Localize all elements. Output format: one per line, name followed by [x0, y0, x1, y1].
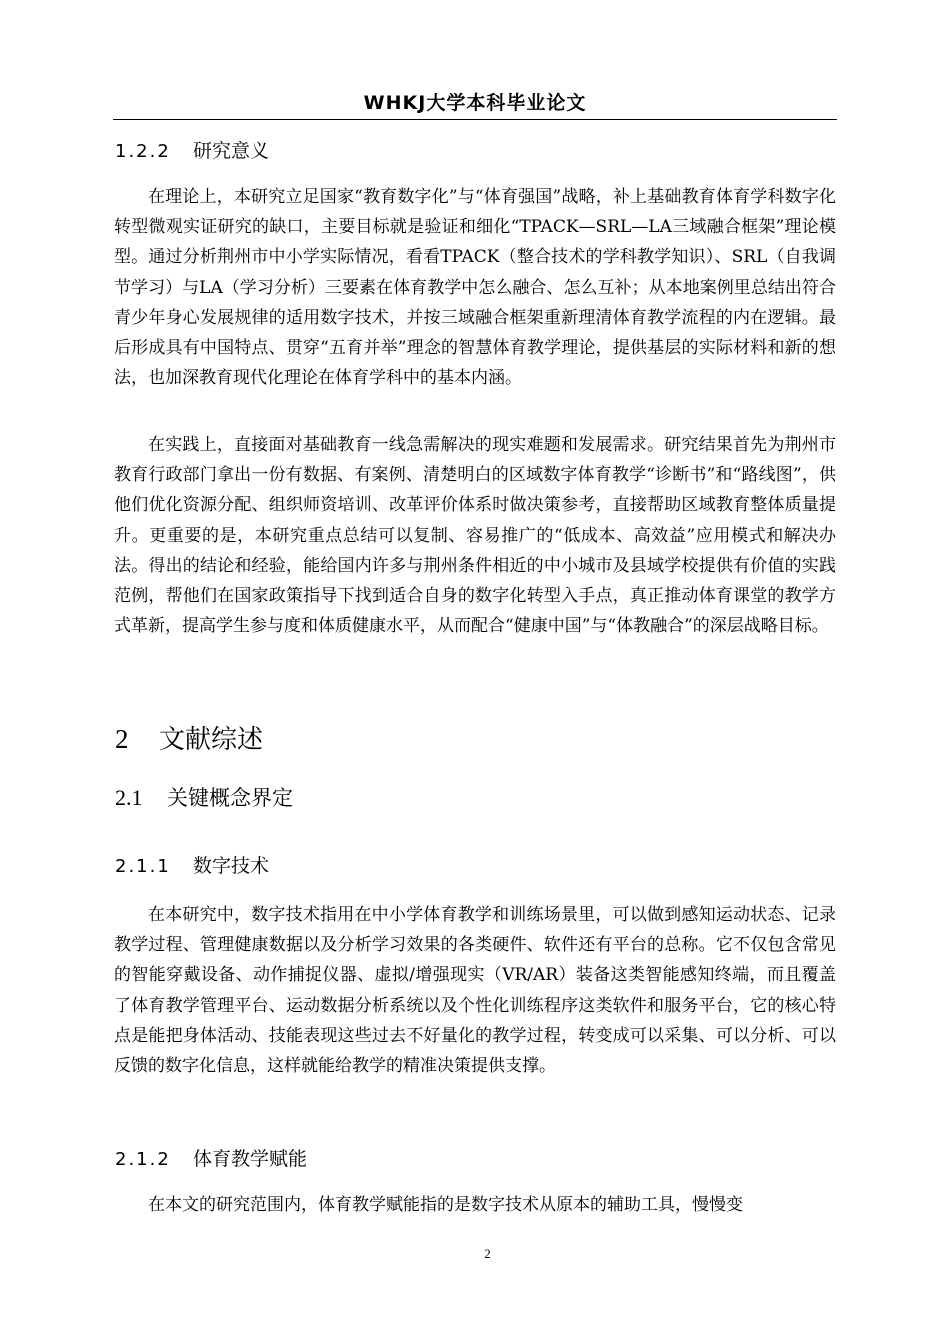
paragraph-theory: 在理论上，本研究立足国家“教育数字化”与“体育强国”战略，补上基础教育体育学科数字化转型微观实证研究的缺口，主要目标就是验证和细化“TPACK—SRL—LA三域融合框架”理论模型。通过分析荆州市中小学实际情况，看看TPACK（整合技术的学科教学知识）、SRL（自我调节学习）与LA（学习分析）三要素在体育教学中怎么融合、怎么互补；从本地案例里总结出符合青少年身心发展规律的适用数字技术，并按三域融合框架重新理清体育教学流程的内在逻辑。最后形成具有中国特点、贯穿“五育并举”理念的智慧体育教学理论，提供基层的实际材料和新的想法，也加深教育现代化理论在体育学科中的基本内涵。 [114, 187, 836, 389]
heading-title: 体育教学赋能 [193, 1148, 308, 1170]
heading-title: 文献综述 [159, 725, 264, 755]
heading-number: 2.1.1 [115, 856, 171, 877]
heading-2-1-1 [115, 851, 269, 878]
heading-number: 1.2.2 [115, 141, 171, 162]
paragraph-practice: 在实践上，直接面对基础教育一线急需解决的现实难题和发展需求。研究结果首先为荆州市教育行政部门拿出一份有数据、有案例、清楚明白的区域数字体育教学“诊断书”和“路线图”，供他们优化资源分配、组织师资培训、改革评价体系时做决策参考，直接帮助区域教育整体质量提升。更重要的是，本研究重点总结可以复制、容易推广的“低成本、高效益”应用模式和解决办法。得出的结论和经验，能给国内许多与荆州条件相近的中小城市及县域学校提供有价值的实践范例，帮他们在国家政策指导下找到适合自身的数字化转型入手点，真正推动体育课堂的教学方式革新，提高学生参与度和体质健康水平，从而配合“健康中国”与“体教融合”的深层战略目标。 [114, 435, 836, 637]
heading-2-1-2 [115, 1144, 307, 1171]
heading-number: 2 [115, 724, 129, 754]
heading-title: 数字技术 [193, 855, 270, 877]
heading-number: 2.1 [115, 785, 143, 810]
paragraph-empowerment: 在本文的研究范围内，体育教学赋能指的是数字技术从原本的辅助工具，慢慢变 [148, 1195, 743, 1215]
heading-2 [115, 719, 263, 756]
heading-title: 研究意义 [193, 140, 270, 162]
heading-1-2-2 [115, 136, 269, 163]
paragraph-digital-technology: 在本研究中，数字技术指用在中小学体育教学和训练场景里，可以做到感知运动状态、记录教学过程、管理健康数据以及分析学习效果的各类硬件、软件还有平台的总称。它不仅包含常见的智能穿戴设备、动作捕捉仪器、虚拟/增强现实（VR/AR）装备这类智能感知终端，而且覆盖了体育教学管理平台、运动数据分析系统以及个性化训练程序这类软件和服务平台，它的核心特点是能把身体活动、技能表现这些过去不好量化的教学过程，转变成可以采集、可以分析、可以反馈的数字化信息，这样就能给教学的精准决策提供支撑。 [114, 905, 836, 1077]
header-title: WHKJ大学本科毕业论文 [363, 92, 587, 114]
page-number: 2 [484, 1246, 491, 1261]
heading-2-1 [115, 782, 293, 812]
heading-number: 2.1.2 [115, 1149, 171, 1170]
page-header [113, 88, 837, 120]
heading-title: 关键概念界定 [167, 786, 293, 810]
